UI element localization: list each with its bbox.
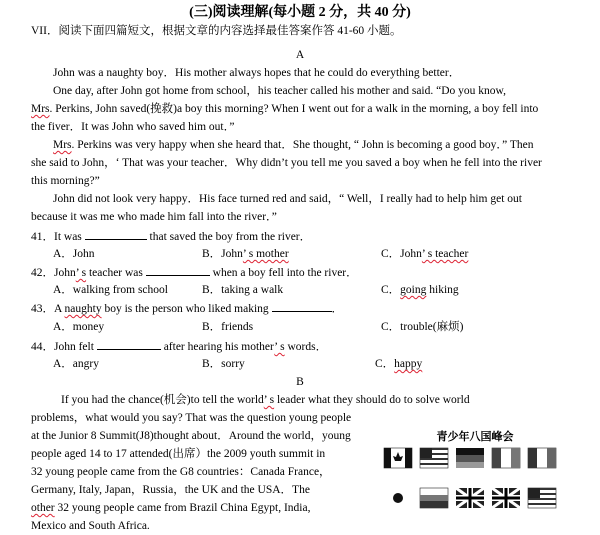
section-title: (三)阅读理解(每小题 2 分，共 40 分) bbox=[189, 5, 411, 20]
question-43-stem bbox=[31, 299, 343, 318]
stem-part: 44．John felt bbox=[31, 341, 94, 353]
q42-option-c[interactable] bbox=[381, 281, 459, 299]
passage-a-line-4: the fiver．It was John who saved him out．” bbox=[31, 121, 235, 133]
passage-b-line-5: 32 young people came from the G8 countries：Canada France， bbox=[31, 466, 331, 478]
wavy-word: Mrs bbox=[53, 139, 72, 151]
passage-a-line-1: John was a naughty boy．His mother always hopes that he could do everything better． bbox=[53, 67, 461, 79]
passage-a-line-3 bbox=[31, 100, 538, 118]
stem-part: after hearing his mother bbox=[163, 341, 275, 353]
q41-option-c[interactable] bbox=[381, 245, 468, 263]
uk-flag bbox=[456, 488, 484, 508]
france-flag bbox=[528, 448, 556, 468]
usa-flag bbox=[420, 448, 448, 468]
q44-option-a[interactable]: A．angry bbox=[53, 358, 99, 370]
answer-blank[interactable] bbox=[85, 227, 147, 240]
wavy-word: ’ s bbox=[274, 341, 285, 353]
stem-part: 41．It was bbox=[31, 231, 82, 243]
wavy-word: other bbox=[31, 502, 55, 514]
italy-flag bbox=[492, 448, 520, 468]
stem-part: ． bbox=[331, 303, 344, 315]
option-text: C．John bbox=[381, 248, 422, 260]
usa-flag-2 bbox=[528, 488, 556, 508]
q43-option-b[interactable]: B．friends bbox=[202, 321, 254, 333]
g8-summit-image bbox=[380, 428, 570, 528]
q44-option-c[interactable] bbox=[375, 355, 422, 373]
uk-flag-2 bbox=[492, 488, 520, 508]
stem-part: 42．John bbox=[31, 267, 76, 279]
wavy-word: happy bbox=[394, 358, 423, 370]
passage-a-line-7: this morning?” bbox=[31, 175, 100, 187]
option-text: C． bbox=[375, 358, 395, 370]
russia-flag bbox=[420, 488, 448, 508]
q41-option-b[interactable] bbox=[202, 245, 289, 263]
q43-option-c[interactable]: C．trouble(麻烦) bbox=[381, 321, 464, 333]
passage-text: If you had the chance(机会)to tell the world bbox=[61, 394, 264, 406]
q44-option-b[interactable]: B．sorry bbox=[202, 358, 245, 370]
passage-b-line-4: people aged 14 to 17 attended(出席）the 2009 youth summit in bbox=[31, 448, 326, 460]
germany-flag bbox=[456, 448, 484, 468]
passage-a-line-3-text: . Perkins, John saved(挽救)a boy this morning? When I went out for a walk in the morning, a boy fell into bbox=[49, 103, 539, 115]
wavy-word: ’ s teacher bbox=[421, 248, 469, 260]
stem-part: that saved the boy from the river． bbox=[149, 231, 312, 243]
instruction: VII．阅读下面四篇短文，根据文章的内容选择最佳答案作答 41-60 小题。 bbox=[31, 25, 402, 37]
passage-b-line-1 bbox=[61, 391, 470, 409]
question-44-stem bbox=[31, 337, 327, 356]
question-42-stem bbox=[31, 263, 358, 282]
passage-a-line-2: One day, after John got home from school，his teacher called his mother and said. “Do you know, bbox=[53, 85, 506, 97]
passage-a-line-9: because it was me who made him fall into the river．” bbox=[31, 211, 277, 223]
passage-b-line-6: Germany, Italy, Japan，Russia，the UK and the USA．The bbox=[31, 484, 310, 496]
option-text: hiking bbox=[426, 284, 459, 296]
passage-b-line-8: Mexico and South Africa. bbox=[31, 520, 150, 532]
passage-a-line-5 bbox=[53, 136, 533, 154]
image-caption: 青少年八国峰会 bbox=[436, 430, 514, 443]
answer-blank[interactable] bbox=[272, 299, 332, 312]
passage-a-line-5-text: . Perkins was very happy when she heard that．She thought, “ John is becoming a good boy．” Then bbox=[71, 139, 534, 151]
wavy-word: going bbox=[400, 284, 427, 296]
canada-flag bbox=[384, 448, 412, 468]
passage-text: leader what they should do to solve world bbox=[276, 394, 470, 406]
wavy-word: Mrs bbox=[31, 103, 50, 115]
option-text: B．John bbox=[202, 248, 243, 260]
passage-b-line-2: problems，what would you say? That was the question young people bbox=[31, 412, 352, 424]
answer-blank[interactable] bbox=[97, 337, 161, 350]
passage-b-line-3: at the Junior 8 Summit(J8)thought about．Around the world，young bbox=[31, 430, 351, 442]
stem-part: teacher was bbox=[88, 267, 143, 279]
q43-option-a[interactable]: A．money bbox=[53, 321, 105, 333]
wavy-word: naughty bbox=[64, 303, 102, 315]
q42-option-b[interactable]: B．taking a walk bbox=[202, 284, 284, 296]
stem-part: when a boy fell into the river． bbox=[212, 267, 358, 279]
question-41-stem bbox=[31, 227, 311, 246]
stem-part: words． bbox=[287, 341, 328, 353]
passage-b-line-7 bbox=[31, 499, 310, 517]
passage-a-line-8: John did not look very happy．His face turned red and said，“ Well，I really had to help him get out bbox=[53, 193, 522, 205]
wavy-word: ’ s mother bbox=[242, 248, 289, 260]
q42-option-a[interactable]: A．walking from school bbox=[53, 284, 168, 296]
passage-b-label: B bbox=[296, 376, 304, 388]
stem-part: 43．A bbox=[31, 303, 62, 315]
wavy-word: ’ s bbox=[75, 267, 87, 279]
q41-option-a[interactable]: A．John bbox=[53, 248, 95, 260]
flags-illustration bbox=[380, 428, 570, 528]
answer-blank[interactable] bbox=[146, 263, 210, 276]
passage-text: 32 young people came from Brazil China Egypt, India, bbox=[54, 502, 311, 514]
japan-flag bbox=[384, 488, 412, 508]
option-text: C． bbox=[381, 284, 401, 296]
passage-a-line-6: she said to John，‘ That was your teacher．Why didn’t you tell me you saved a boy when he fell into the river bbox=[31, 157, 542, 169]
wavy-word: ’ s bbox=[263, 394, 275, 406]
stem-part: boy is the person who liked making bbox=[104, 303, 269, 315]
passage-a-label: A bbox=[295, 49, 305, 61]
